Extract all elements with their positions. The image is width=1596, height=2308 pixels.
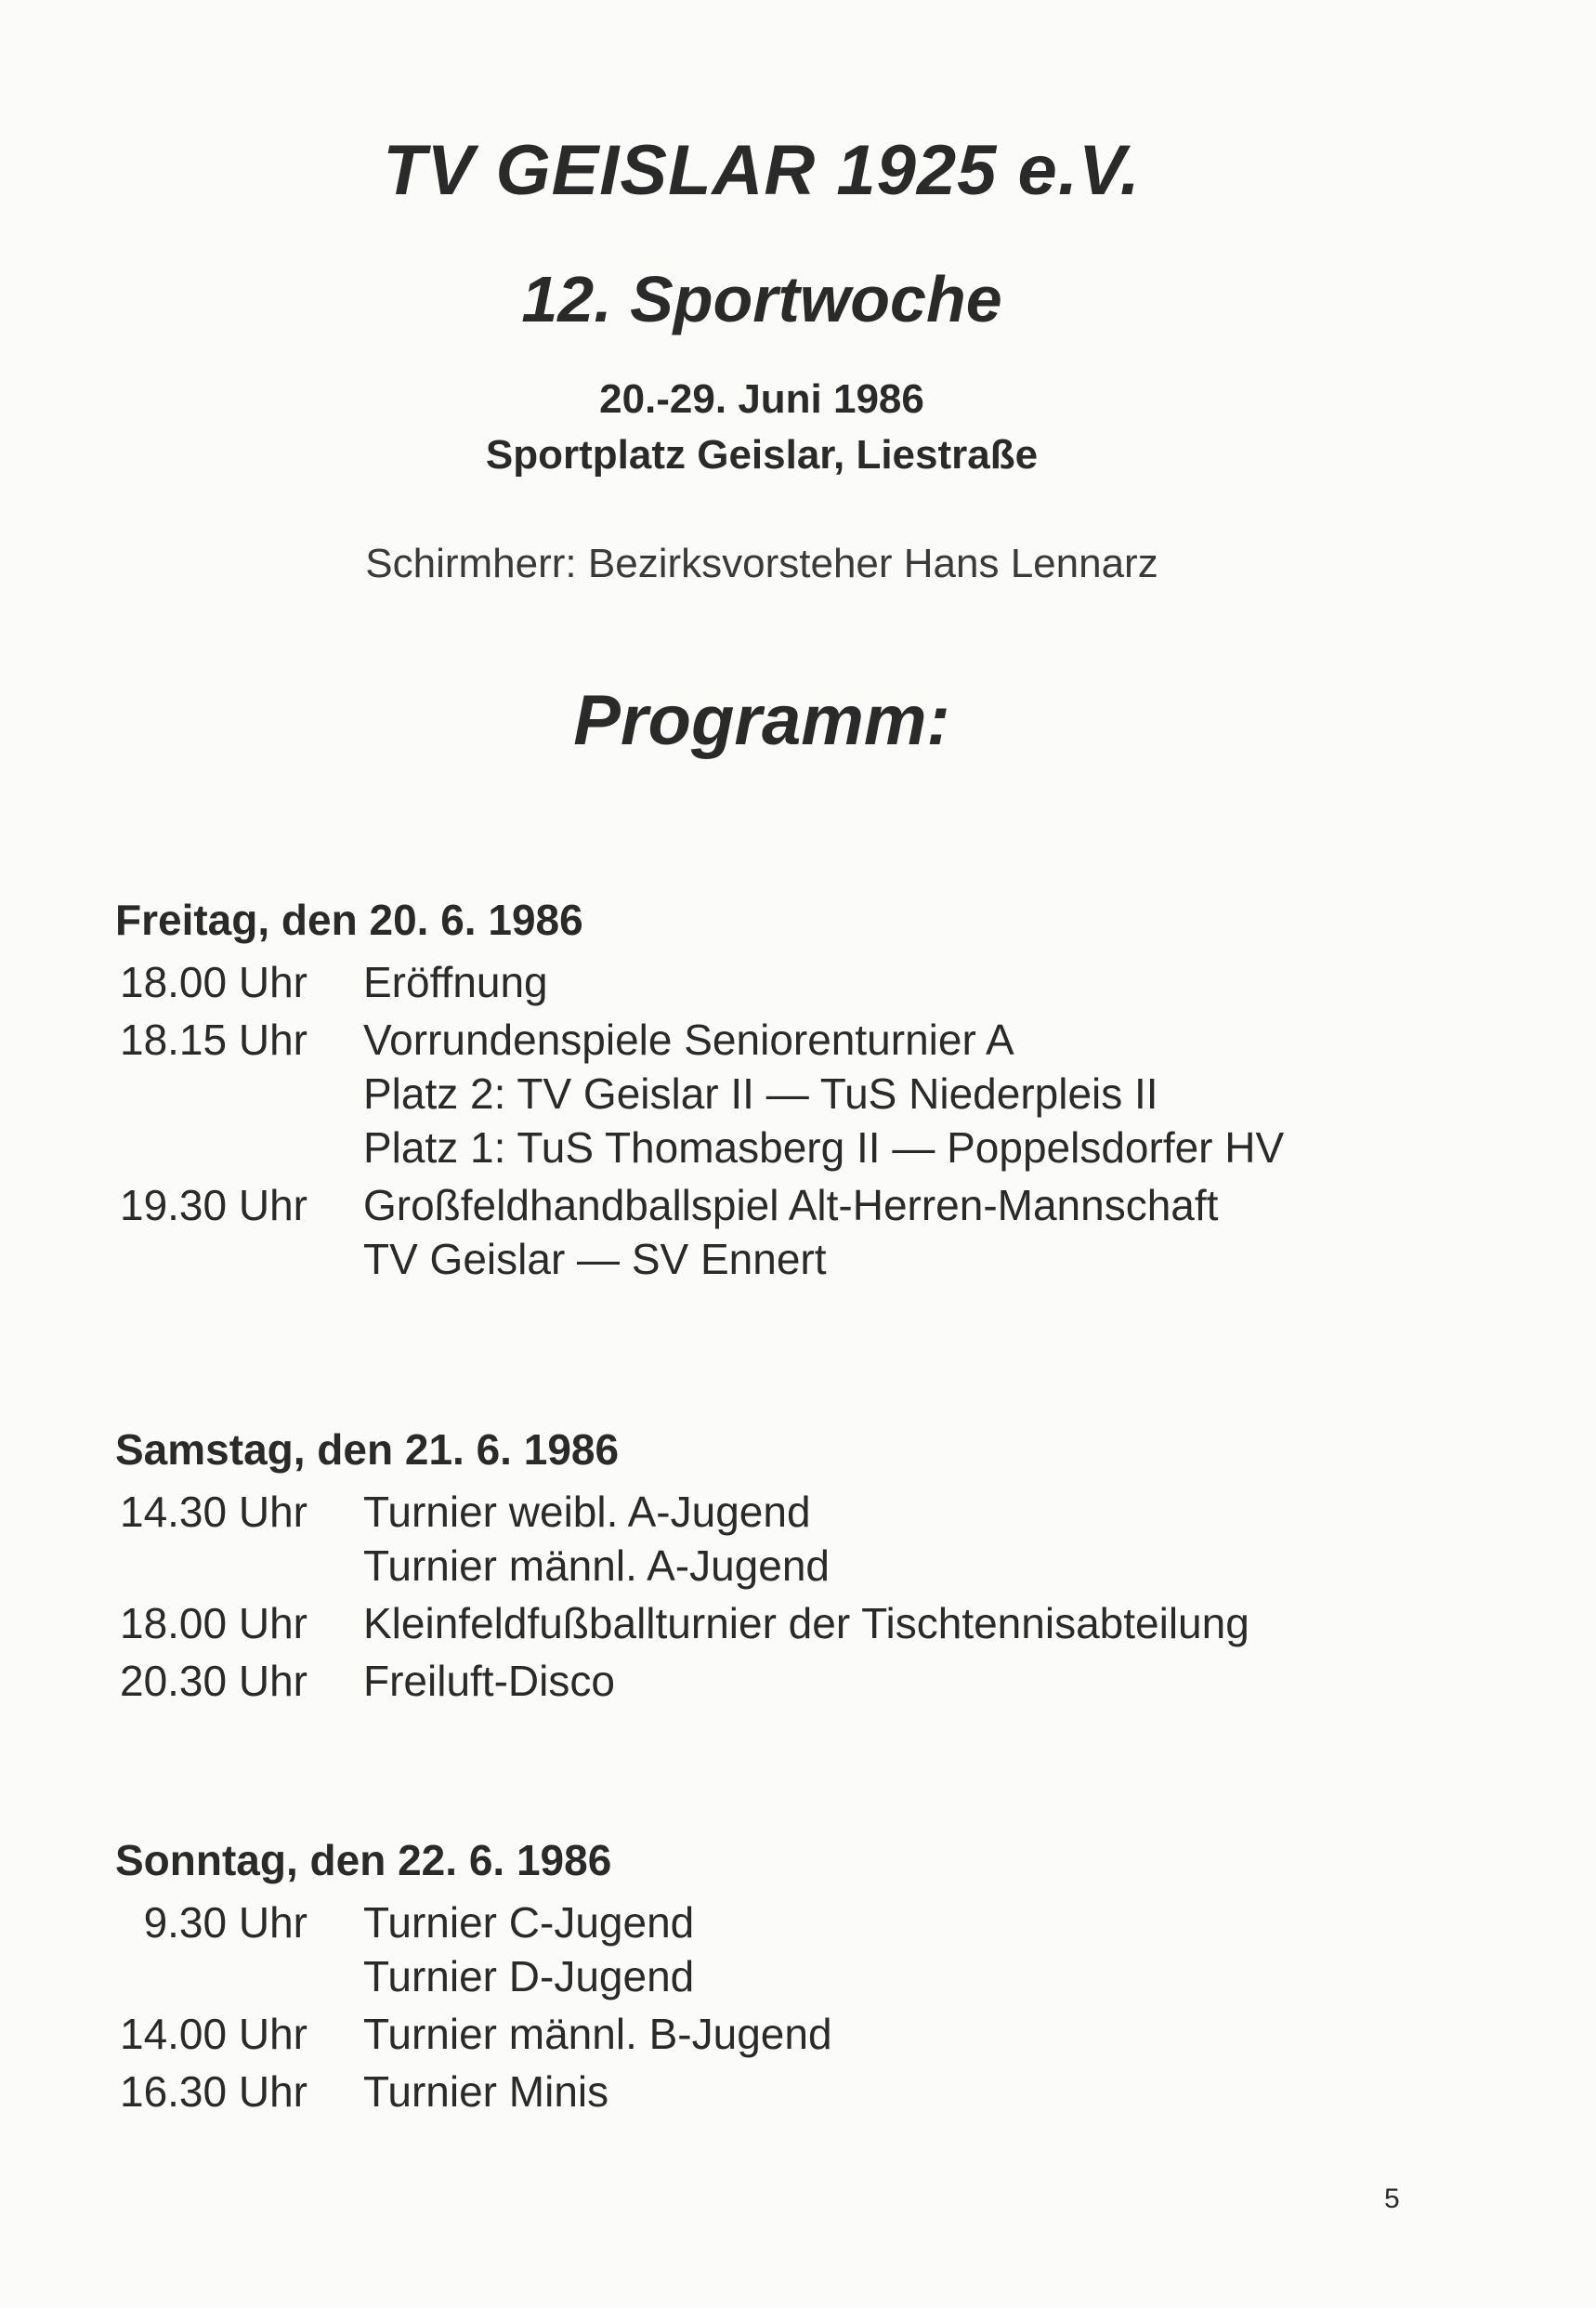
entry-line: Großfeldhandballspiel Alt-Herren-Mannschaft <box>363 1181 1219 1229</box>
event-venue: Sportplatz Geislar, Liestraße <box>485 432 1039 478</box>
program-heading: Programm: <box>573 681 950 760</box>
day-heading: Freitag, den 20. 6. 1986 <box>115 896 583 944</box>
schedule-entry <box>115 1485 1472 1593</box>
event-patron: Schirmherr: Bezirksvorsteher Hans Lennarz <box>365 541 1158 586</box>
schedule-entry <box>115 2065 1472 2118</box>
event-title: 12. Sportwoche <box>521 263 1002 335</box>
entry-line: Turnier D-Jugend <box>363 1952 695 2000</box>
entry-line: Turnier Minis <box>363 2067 609 2116</box>
entry-time: 20.30 Uhr <box>119 1657 307 1705</box>
schedule-entry <box>115 955 1472 1009</box>
schedule-entry <box>115 1178 1472 1286</box>
entry-line: Platz 2: TV Geislar II — TuS Niederpleis II <box>363 1069 1158 1118</box>
entry-line: Kleinfeldfußballturnier der Tischtennisabteilung <box>363 1599 1249 1647</box>
day-heading: Sonntag, den 22. 6. 1986 <box>115 1836 612 1884</box>
entry-time: 19.30 Uhr <box>119 1181 307 1229</box>
schedule-entry <box>115 1895 1472 2003</box>
entry-line: TV Geislar — SV Ennert <box>363 1235 827 1283</box>
entry-time: 16.30 Uhr <box>119 2067 307 2116</box>
entry-time: 18.00 Uhr <box>119 958 307 1006</box>
entry-line: Turnier weibl. A-Jugend <box>363 1488 811 1536</box>
schedule-entry <box>115 1596 1472 1650</box>
schedule-entry <box>115 1654 1472 1708</box>
day-section-friday <box>115 892 1472 1286</box>
entry-time: 14.00 Uhr <box>119 2010 307 2058</box>
entry-line: Vorrundenspiele Seniorenturnier A <box>363 1016 1014 1064</box>
day-section-saturday <box>115 1422 1472 1708</box>
entry-line: Eröffnung <box>363 958 548 1006</box>
entry-line: Freiluft-Disco <box>363 1657 615 1705</box>
entry-time: 14.30 Uhr <box>119 1488 307 1536</box>
entry-time: 18.15 Uhr <box>119 1016 307 1064</box>
entry-line: Turnier männl. B-Jugend <box>363 2010 832 2058</box>
day-section-sunday <box>115 1832 1472 2118</box>
club-title: TV GEISLAR 1925 e.V. <box>383 131 1141 210</box>
day-heading: Samstag, den 21. 6. 1986 <box>115 1425 620 1474</box>
entry-line: Platz 1: TuS Thomasberg II — Poppelsdorfer HV <box>363 1123 1285 1172</box>
schedule-entry <box>115 2007 1472 2061</box>
event-dates: 20.-29. Juni 1986 <box>599 376 924 422</box>
page-number: 5 <box>1384 2183 1400 2214</box>
entry-line: Turnier C-Jugend <box>363 1898 695 1947</box>
entry-time: 9.30 Uhr <box>143 1898 307 1947</box>
entry-time: 18.00 Uhr <box>119 1599 307 1647</box>
schedule-entry <box>115 1013 1472 1174</box>
entry-line: Turnier männl. A-Jugend <box>363 1541 831 1590</box>
